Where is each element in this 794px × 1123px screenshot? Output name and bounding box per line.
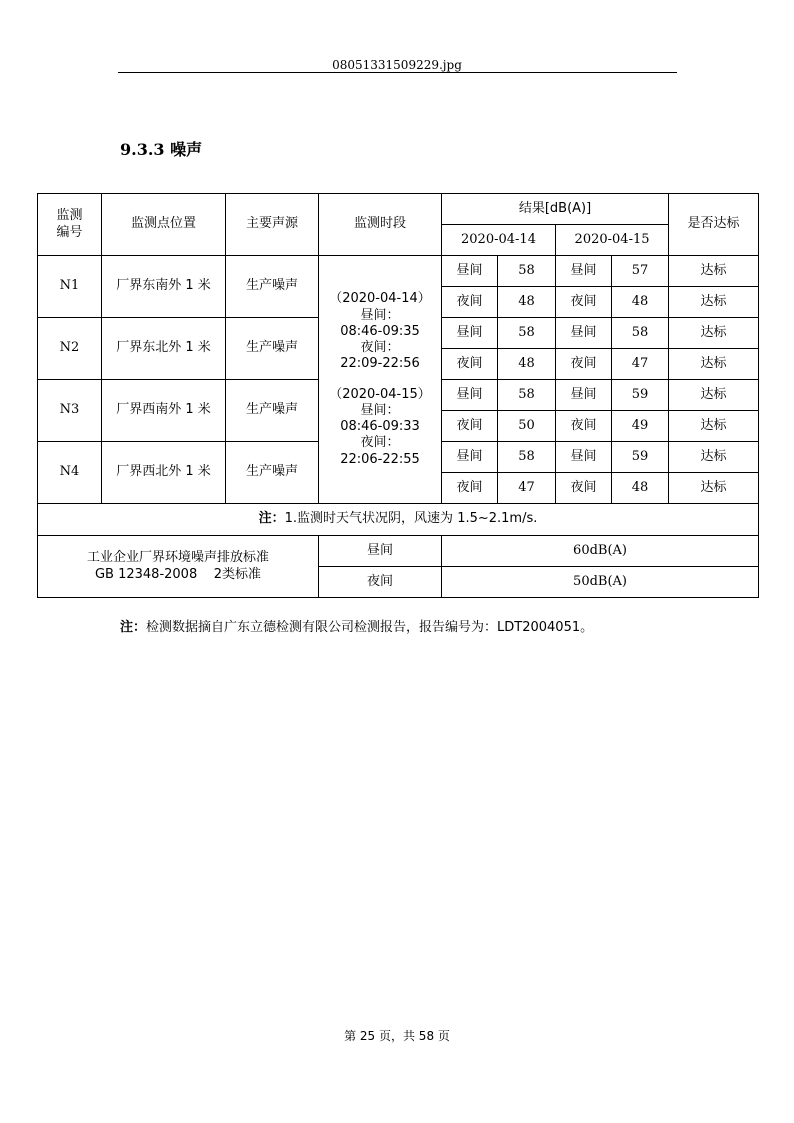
section-title: 9.3.3 噪声 <box>120 140 203 159</box>
header-filename: 08051331509229.jpg <box>332 58 462 72</box>
header-date-2: 2020-04-15 <box>556 225 669 256</box>
day-label-2: 昼间 <box>556 256 612 287</box>
night-value-1: 47 <box>498 473 556 504</box>
point-id: N2 <box>38 318 102 380</box>
period-d2-day: 08:46-09:33 <box>340 419 420 434</box>
day-label-1: 昼间 <box>442 442 498 473</box>
night-value-1: 48 <box>498 349 556 380</box>
location: 厂界西南外 1 米 <box>102 380 226 442</box>
footnote <box>120 616 593 635</box>
night-label-1: 夜间 <box>442 287 498 318</box>
header-period: 监测时段 <box>319 194 442 256</box>
location: 厂界西北外 1 米 <box>102 442 226 504</box>
table-note <box>38 504 759 536</box>
night-compliance: 达标 <box>669 287 759 318</box>
point-id: N1 <box>38 256 102 318</box>
source: 生产噪声 <box>226 318 319 380</box>
night-label-2: 夜间 <box>556 287 612 318</box>
header-source: 主要声源 <box>226 194 319 256</box>
day-value-2: 59 <box>612 380 669 411</box>
day-label-1: 昼间 <box>442 256 498 287</box>
source: 生产噪声 <box>226 380 319 442</box>
point-id: N4 <box>38 442 102 504</box>
day-label-2: 昼间 <box>556 380 612 411</box>
header-compliance: 是否达标 <box>669 194 759 256</box>
monitoring-period-cell <box>319 256 442 504</box>
night-label-1: 夜间 <box>442 411 498 442</box>
source: 生产噪声 <box>226 442 319 504</box>
standard-night-limit: 50dB(A) <box>442 567 759 598</box>
header-location: 监测点位置 <box>102 194 226 256</box>
day-label-2: 昼间 <box>556 318 612 349</box>
period-d1: （2020-04-14） <box>329 291 431 307</box>
period-d2-night-label: 夜间： <box>360 435 400 451</box>
noise-table <box>37 193 759 598</box>
night-value-2: 49 <box>612 411 669 442</box>
night-label-1: 夜间 <box>442 349 498 380</box>
footnote-text: 检测数据摘自广东立德检测有限公司检测报告，报告编号为：LDT2004051。 <box>146 620 594 635</box>
day-label-1: 昼间 <box>442 318 498 349</box>
night-value-1: 50 <box>498 411 556 442</box>
day-label-2: 昼间 <box>556 442 612 473</box>
night-compliance: 达标 <box>669 473 759 504</box>
point-id: N3 <box>38 380 102 442</box>
standard-name: 工业企业厂界环境噪声排放标准 <box>86 550 269 566</box>
table-row <box>38 256 759 287</box>
standard-code: GB 12348-2008 2类标准 <box>94 566 262 582</box>
night-label-2: 夜间 <box>556 411 612 442</box>
footnote-label: 注： <box>120 620 147 635</box>
table-note-text: 1.监测时天气状况阴，风速为 1.5~2.1m/s. <box>284 511 538 527</box>
day-label-1: 昼间 <box>442 380 498 411</box>
day-value-2: 57 <box>612 256 669 287</box>
header-point-id: 监测 编号 <box>38 194 102 256</box>
night-value-2: 47 <box>612 349 669 380</box>
period-d1-day: 08:46-09:35 <box>340 323 420 339</box>
period-d1-day-label: 昼间： <box>360 307 400 323</box>
day-value-1: 58 <box>498 442 556 473</box>
standard-day-label: 昼间 <box>319 536 442 567</box>
header-date-1: 2020-04-14 <box>442 225 556 256</box>
period-d2-night: 22:06-22:55 <box>340 451 420 467</box>
day-value-1: 58 <box>498 256 556 287</box>
night-label-2: 夜间 <box>556 473 612 504</box>
page-footer: 第 25 页，共 58 页 <box>344 1029 450 1043</box>
standard-night-label: 夜间 <box>319 567 442 598</box>
standard-name-cell <box>38 536 319 598</box>
day-value-2: 59 <box>612 442 669 473</box>
day-compliance: 达标 <box>669 442 759 473</box>
day-compliance: 达标 <box>669 256 759 287</box>
day-value-1: 58 <box>498 380 556 411</box>
period-d1-night-label: 夜间： <box>360 340 400 355</box>
period-d2-day-label: 昼间： <box>360 402 400 418</box>
night-value-1: 48 <box>498 287 556 318</box>
night-compliance: 达标 <box>669 349 759 380</box>
header-rule <box>118 72 677 73</box>
night-value-2: 48 <box>612 287 669 318</box>
night-label-2: 夜间 <box>556 349 612 380</box>
period-d2: （2020-04-15） <box>329 386 431 402</box>
standard-day-limit: 60dB(A) <box>442 536 759 567</box>
day-value-1: 58 <box>498 318 556 349</box>
day-compliance: 达标 <box>669 380 759 411</box>
table-note-label: 注： <box>258 511 285 527</box>
day-compliance: 达标 <box>669 318 759 349</box>
location: 厂界东北外 1 米 <box>102 318 226 380</box>
day-value-2: 58 <box>612 318 669 349</box>
night-compliance: 达标 <box>669 411 759 442</box>
source: 生产噪声 <box>226 256 319 318</box>
period-d1-night: 22:09-22:56 <box>340 356 420 372</box>
night-value-2: 48 <box>612 473 669 504</box>
location: 厂界东南外 1 米 <box>102 256 226 318</box>
night-label-1: 夜间 <box>442 473 498 504</box>
header-result: 结果[dB(A)] <box>442 194 669 225</box>
